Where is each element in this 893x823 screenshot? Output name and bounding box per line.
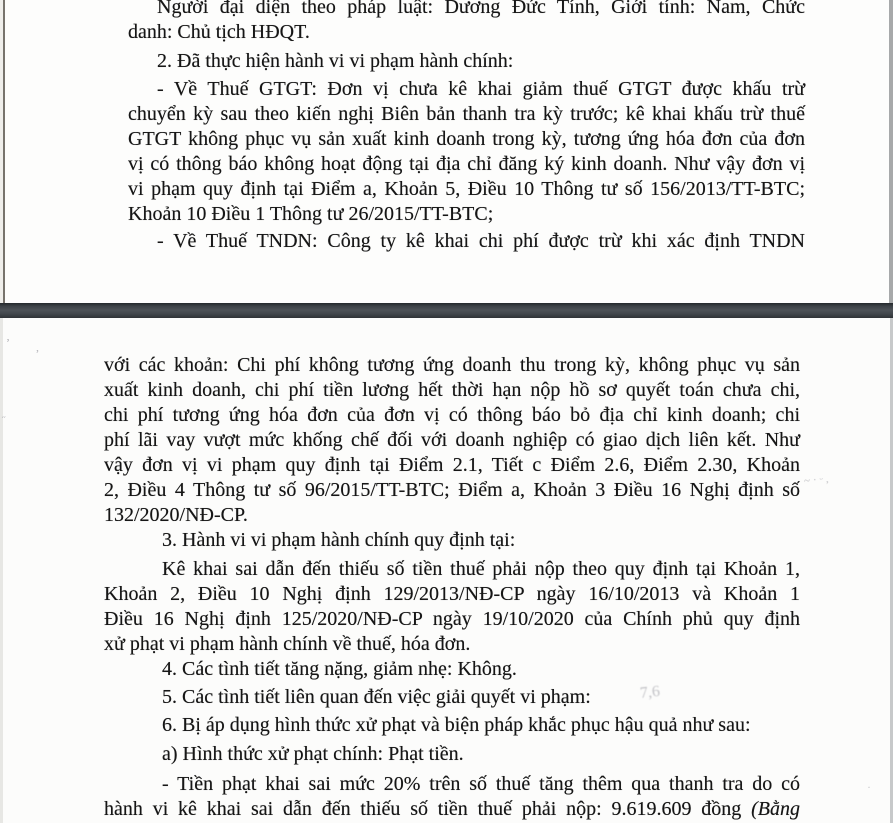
- scan-speck: ,: [36, 340, 39, 354]
- text-line: Kê khai sai dẫn đến thiếu số tiền thuế phải nộp theo quy định tại Khoản 1,: [162, 558, 800, 580]
- scan-speck: ˶: [2, 410, 6, 422]
- paragraph: [104, 353, 800, 528]
- text-line: - Về Thuế GTGT: Đơn vị chưa kê khai giảm thuế GTGT được khấu trừ: [157, 78, 805, 100]
- paragraph: [128, 0, 805, 45]
- page-edge-right: [889, 0, 893, 303]
- text-line: - Về Thuế TNDN: Công ty kê khai chi phí được trừ khi xác định TNDN: [157, 230, 805, 252]
- text-line: Người đại diện theo pháp luật: Dương Đức Tính, Giới tính: Nam, Chức: [157, 0, 805, 18]
- text-line: - Tiền phạt khai sai mức 20% trên số thuế tăng thêm qua thanh tra do có: [162, 773, 800, 795]
- text-line: 132/2020/NĐ-CP.: [104, 504, 248, 526]
- paragraph: [104, 742, 800, 767]
- document-page-bottom: [0, 318, 893, 823]
- text-line: chuyển kỳ sau theo kiến nghị Biên bản thanh tra kỳ trước; kê khai khấu trừ thuế: [128, 103, 805, 125]
- text-line: xử phạt vi phạm hành chính về thuế, hóa đơn.: [104, 633, 471, 655]
- text-line: vị có thông báo không hoạt động tại địa chỉ đăng ký kinh doanh. Như vậy đơn vị: [128, 153, 805, 175]
- text-line: GTGT không phục vụ sản xuất kinh doanh trong kỳ, tương ứng hóa đơn của đơn: [128, 128, 805, 150]
- paragraph: [104, 685, 800, 710]
- text-line: 2. Đã thực hiện hành vi vi phạm hành chính:: [157, 50, 514, 72]
- text-line: a) Hình thức xử phạt chính: Phạt tiền.: [162, 743, 464, 765]
- text-column: [104, 353, 800, 822]
- text-line: [104, 797, 800, 822]
- paragraph: [104, 713, 800, 738]
- page-edge-left-line: [3, 0, 5, 303]
- text-line: 2, Điều 4 Thông tư số 96/2015/TT-BTC; Điểm a, Khoản 3 Điều 16 Nghị định số: [104, 479, 800, 501]
- text-line: 5. Các tình tiết liên quan đến việc giải quyết vi phạm:: [162, 686, 591, 708]
- pencil-scribble: ~·ᵕ,: [803, 472, 833, 488]
- paragraph: [104, 772, 800, 822]
- text-line: vi phạm quy định tại Điểm a, Khoản 5, Điều 10 Thông tư số 156/2013/TT-BTC;: [128, 178, 805, 200]
- text-line: 6. Bị áp dụng hình thức xử phạt và biện pháp khắc phục hậu quả như sau:: [162, 714, 751, 736]
- pencil-smudge: 7,6: [639, 683, 661, 703]
- paragraph: [128, 77, 805, 227]
- scan-speck: ʼ: [6, 336, 10, 350]
- text-line: xuất kinh doanh, chi phí tiền lương hết thời hạn nộp hồ sơ quyết toán chưa chi,: [104, 379, 800, 401]
- paragraph: [128, 229, 805, 254]
- text-line: danh: Chủ tịch HĐQT.: [128, 21, 310, 43]
- paragraph: [128, 49, 805, 74]
- paragraph: [104, 657, 800, 682]
- text-line: chi phí tương ứng hóa đơn của đơn vị có thông báo bỏ địa chỉ kinh doanh; chi: [104, 404, 800, 426]
- scan-speck: ·: [867, 780, 871, 794]
- text-line: 3. Hành vi vi phạm hành chính quy định tại:: [162, 529, 516, 551]
- paragraph: [104, 557, 800, 657]
- paragraph: [104, 528, 800, 553]
- text-column: [128, 0, 805, 254]
- text-run-italic: (Bằng: [751, 798, 800, 820]
- text-run: hành vi kê khai sai dẫn đến thiếu số tiền thuế phải nộp: 9.619.609 đồng: [104, 798, 752, 820]
- text-line: với các khoản: Chi phí không tương ứng doanh thu trong kỳ, không phục vụ sản: [104, 354, 800, 376]
- document-page-top: [0, 0, 893, 303]
- page-separator-band: [0, 303, 893, 318]
- text-line: Khoản 2, Điều 10 Nghị định 129/2013/NĐ-CP ngày 16/10/2013 và Khoản 1: [104, 583, 800, 605]
- text-line: Điều 16 Nghị định 125/2020/NĐ-CP ngày 19/10/2020 của Chính phủ quy định: [104, 608, 800, 630]
- text-line: Khoản 10 Điều 1 Thông tư 26/2015/TT-BTC;: [128, 203, 494, 225]
- text-line: 4. Các tình tiết tăng nặng, giảm nhẹ: Không.: [162, 658, 517, 680]
- text-line: phí lãi vay vượt mức khống chế đối với doanh nghiệp có giao dịch liên kết. Như: [104, 429, 800, 451]
- text-line: vậy đơn vị vi phạm quy định tại Điểm 2.1, Tiết c Điểm 2.6, Điểm 2.30, Khoản: [104, 454, 800, 476]
- page-edge-left-margin: [0, 318, 3, 823]
